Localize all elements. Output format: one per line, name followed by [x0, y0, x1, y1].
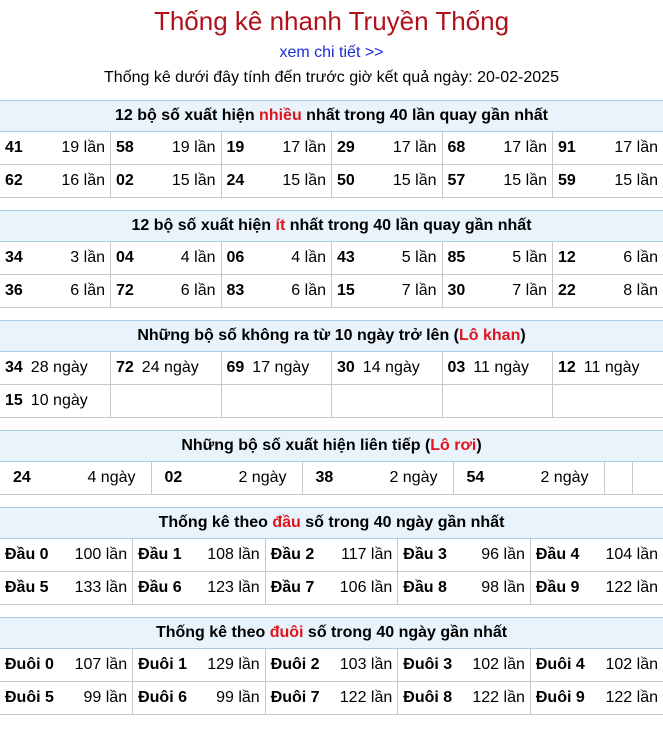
stat-cell [442, 165, 553, 198]
stat-count: 17 lần [614, 139, 658, 156]
stat-cell [0, 649, 133, 682]
stat-count: 17 ngày [252, 359, 310, 376]
stat-count: 129 lần [207, 656, 260, 673]
stat-cell [530, 682, 663, 715]
stat-cell [553, 242, 663, 275]
stat-cell [265, 682, 398, 715]
stat-cell [0, 275, 111, 308]
stat-count: 4 lần [291, 249, 326, 266]
stat-cell [221, 132, 332, 165]
stat-cell [553, 165, 663, 198]
stat-number: Đuôi 6 [138, 689, 187, 706]
stat-cell [632, 462, 663, 495]
least-frequent-title [0, 210, 663, 242]
stat-count: 5 lần [401, 249, 437, 266]
stat-number: 30 [447, 282, 466, 299]
stat-number: Đầu 7 [270, 579, 315, 596]
most-frequent-table [0, 132, 663, 198]
table-row [0, 539, 663, 572]
table-row [0, 132, 663, 165]
stat-count: 106 lần [339, 579, 393, 596]
stat-count: 99 lần [83, 689, 128, 706]
stat-number: 15 [5, 392, 23, 409]
stat-cell [0, 132, 111, 165]
table-row [0, 385, 663, 418]
stat-cell [133, 539, 266, 572]
stat-number: 91 [558, 139, 576, 156]
stat-number: 34 [5, 359, 23, 376]
title-text: 12 bộ số xuất hiện [131, 217, 276, 234]
stat-count: 6 lần [180, 282, 216, 299]
stat-cell [111, 165, 222, 198]
stat-count: 24 ngày [141, 359, 199, 376]
stat-cell [0, 572, 133, 605]
title-highlight: Lô khan [459, 327, 521, 344]
table-row [0, 275, 663, 308]
table-row [0, 462, 663, 495]
page-header [0, 0, 663, 88]
stat-cell [553, 275, 663, 308]
stat-number: 57 [447, 172, 466, 189]
stat-count: 6 lần [70, 282, 105, 299]
stat-count: 11 ngày [583, 359, 640, 376]
stat-count: 96 lần [481, 546, 525, 563]
stat-number: 68 [447, 139, 466, 156]
stat-count: 17 lần [392, 139, 437, 156]
dau-section [0, 507, 663, 605]
page-title: Thống kê nhanh Truyền Thống [153, 6, 510, 36]
stat-number: Đầu 2 [270, 546, 315, 563]
title-text: ) [520, 327, 526, 344]
stat-cell [0, 385, 111, 418]
title-highlight: đầu [272, 514, 301, 531]
stat-cell [221, 165, 332, 198]
stat-number: 54 [466, 469, 485, 486]
title-highlight: Lô rơi [430, 437, 477, 454]
title-text: Thống kê theo [155, 624, 270, 641]
stat-number: 24 [226, 172, 245, 189]
duoi-table [0, 649, 663, 715]
lo-roi-section [0, 430, 663, 495]
stat-count: 7 lần [401, 282, 437, 299]
stat-number: Đuôi 8 [403, 689, 453, 706]
stat-cell [398, 572, 531, 605]
stat-number: 72 [116, 359, 134, 376]
stat-count: 5 lần [512, 249, 547, 266]
stat-cell [265, 539, 398, 572]
stat-cell [302, 462, 453, 495]
stat-count: 15 lần [614, 172, 658, 189]
stat-number: Đầu 5 [5, 579, 49, 596]
title-text: Những bộ số không ra từ 10 ngày trở lên ( [137, 327, 459, 344]
stat-count: 15 lần [392, 172, 437, 189]
stat-cell [0, 352, 111, 385]
stat-count: 99 lần [216, 689, 260, 706]
stat-count: 108 lần [207, 546, 260, 563]
stat-number: 03 [447, 359, 466, 376]
stat-cell [133, 682, 266, 715]
stat-cell [133, 572, 266, 605]
title-text: Những bộ số xuất hiện liên tiếp ( [181, 437, 431, 454]
stat-cell [332, 132, 443, 165]
table-row [0, 242, 663, 275]
stat-cell [151, 462, 302, 495]
stat-cell [221, 275, 332, 308]
view-details-link[interactable]: xem chi tiết >> [279, 44, 384, 61]
stat-count: 17 lần [503, 139, 547, 156]
stat-number: 04 [116, 249, 134, 266]
stat-cell [332, 385, 443, 418]
stat-count: 28 ngày [30, 359, 88, 376]
stat-count: 123 lần [207, 579, 260, 596]
table-row [0, 649, 663, 682]
stat-cell [111, 242, 222, 275]
stat-cell [0, 165, 111, 198]
stat-cell [221, 385, 332, 418]
stat-count: 98 lần [481, 579, 525, 596]
stat-cell [398, 649, 531, 682]
stat-number: Đuôi 0 [5, 656, 54, 673]
stat-number: Đầu 9 [535, 579, 580, 596]
stat-cell [332, 242, 443, 275]
stat-count: 103 lần [339, 656, 393, 673]
stat-number: 58 [116, 139, 134, 156]
most-frequent-section [0, 100, 663, 198]
most-frequent-title [0, 100, 663, 132]
table-row [0, 682, 663, 715]
duoi-section [0, 617, 663, 715]
title-highlight: đuôi [269, 624, 304, 641]
stat-number: 69 [226, 359, 245, 376]
stat-cell [442, 132, 553, 165]
stat-cell [453, 462, 604, 495]
stat-count: 122 lần [605, 689, 658, 706]
stat-count: 133 lần [74, 579, 128, 596]
stat-count: 122 lần [605, 579, 658, 596]
stat-cell [332, 352, 443, 385]
duoi-title [0, 617, 663, 649]
stat-number: 30 [337, 359, 355, 376]
stat-cell [332, 165, 443, 198]
stat-number: Đầu 0 [5, 546, 49, 563]
stat-number: 36 [5, 282, 23, 299]
lo-khan-title [0, 320, 663, 352]
stat-count: 3 lần [70, 249, 105, 266]
stat-cell [530, 539, 663, 572]
stat-number: 41 [5, 139, 23, 156]
stat-number: Đầu 4 [535, 546, 580, 563]
stat-count: 19 lần [61, 139, 105, 156]
least-frequent-section [0, 210, 663, 308]
stat-number: 06 [226, 249, 245, 266]
stat-count: 107 lần [74, 656, 128, 673]
stat-count: 19 lần [171, 139, 216, 156]
stat-number: 12 [558, 249, 576, 266]
stat-number: 72 [116, 282, 134, 299]
stat-count: 15 lần [282, 172, 326, 189]
lo-khan-table [0, 352, 663, 418]
stat-number: 22 [558, 282, 576, 299]
stat-cell [442, 352, 553, 385]
stat-count: 6 lần [623, 249, 658, 266]
stat-number: 83 [226, 282, 245, 299]
stat-number: 02 [164, 469, 183, 486]
stat-cell [111, 352, 222, 385]
stat-count: 15 lần [503, 172, 547, 189]
stat-number: 34 [5, 249, 23, 266]
stat-cell [265, 572, 398, 605]
stat-cell [0, 242, 111, 275]
stat-cell [111, 275, 222, 308]
title-text: số trong 40 ngày gần nhất [303, 624, 508, 641]
stat-cell [221, 352, 332, 385]
stat-count: 2 ngày [238, 469, 287, 486]
stat-cell [111, 132, 222, 165]
dau-title [0, 507, 663, 539]
stat-count: 102 lần [472, 656, 525, 673]
stat-cell [553, 352, 663, 385]
stat-cell [553, 132, 663, 165]
stat-count: 100 lần [74, 546, 128, 563]
stat-count: 7 lần [512, 282, 547, 299]
stat-number: Đuôi 3 [403, 656, 453, 673]
stat-number: 02 [116, 172, 134, 189]
dau-table [0, 539, 663, 605]
date-note: Thống kê dưới đây tính đến trước giờ kết quả ngày: 20-02-2025 [104, 69, 559, 86]
stat-number: 59 [558, 172, 576, 189]
stat-cell [398, 539, 531, 572]
stat-cell [398, 682, 531, 715]
stat-count: 4 lần [180, 249, 216, 266]
stat-count: 122 lần [472, 689, 525, 706]
least-frequent-table [0, 242, 663, 308]
stat-cell [442, 385, 553, 418]
title-text: 12 bộ số xuất hiện [115, 107, 260, 124]
title-highlight: ít [275, 217, 286, 234]
stat-number: 38 [315, 469, 334, 486]
lo-roi-table [0, 462, 663, 495]
stat-count: 2 ngày [540, 469, 589, 486]
stat-number: Đuôi 4 [535, 656, 585, 673]
stat-cell [0, 462, 151, 495]
title-text: nhất trong 40 lần quay gần nhất [285, 217, 532, 234]
title-highlight: nhiều [259, 107, 302, 124]
title-text: Thống kê theo [158, 514, 273, 531]
stat-count: 14 ngày [362, 359, 420, 376]
lo-roi-title [0, 430, 663, 462]
stat-number: 62 [5, 172, 23, 189]
stat-count: 15 lần [171, 172, 216, 189]
stat-cell [530, 649, 663, 682]
stat-number: Đuôi 1 [138, 656, 187, 673]
stat-number: Đuôi 9 [535, 689, 585, 706]
stat-count: 102 lần [605, 656, 658, 673]
lo-khan-section [0, 320, 663, 418]
stat-number: 85 [447, 249, 466, 266]
stat-number: Đầu 1 [138, 546, 182, 563]
stat-cell [442, 275, 553, 308]
stat-number: 12 [558, 359, 576, 376]
stat-number: 15 [337, 282, 355, 299]
stat-number: Đuôi 5 [5, 689, 54, 706]
table-row [0, 352, 663, 385]
stat-count: 4 ngày [87, 469, 136, 486]
stat-number: 43 [337, 249, 355, 266]
stat-count: 16 lần [61, 172, 105, 189]
stat-number: 50 [337, 172, 355, 189]
stat-cell [442, 242, 553, 275]
stat-count: 17 lần [282, 139, 326, 156]
table-row [0, 165, 663, 198]
stat-count: 104 lần [605, 546, 658, 563]
stat-cell [553, 385, 663, 418]
stat-count: 6 lần [291, 282, 326, 299]
stat-number: Đầu 6 [138, 579, 182, 596]
stat-cell [604, 462, 632, 495]
stat-cell [332, 275, 443, 308]
stat-number: 29 [337, 139, 355, 156]
stat-cell [221, 242, 332, 275]
stat-number: 24 [13, 469, 31, 486]
stat-count: 11 ngày [473, 359, 530, 376]
stat-cell [0, 682, 133, 715]
stat-number: Đầu 3 [403, 546, 447, 563]
table-row [0, 572, 663, 605]
stat-number: Đuôi 2 [270, 656, 320, 673]
stat-number: Đầu 8 [403, 579, 447, 596]
stat-cell [0, 539, 133, 572]
stat-count: 8 lần [623, 282, 658, 299]
stat-cell [133, 649, 266, 682]
stat-count: 117 lần [340, 546, 393, 563]
title-text: ) [476, 437, 482, 454]
title-text: số trong 40 ngày gần nhất [300, 514, 505, 531]
stat-number: 19 [226, 139, 245, 156]
stat-number: Đuôi 7 [270, 689, 320, 706]
title-text: nhất trong 40 lần quay gần nhất [301, 107, 548, 124]
stat-cell [530, 572, 663, 605]
stat-cell [265, 649, 398, 682]
stat-count: 2 ngày [389, 469, 438, 486]
stat-count: 10 ngày [30, 392, 88, 409]
stat-cell [111, 385, 222, 418]
stat-count: 122 lần [339, 689, 393, 706]
